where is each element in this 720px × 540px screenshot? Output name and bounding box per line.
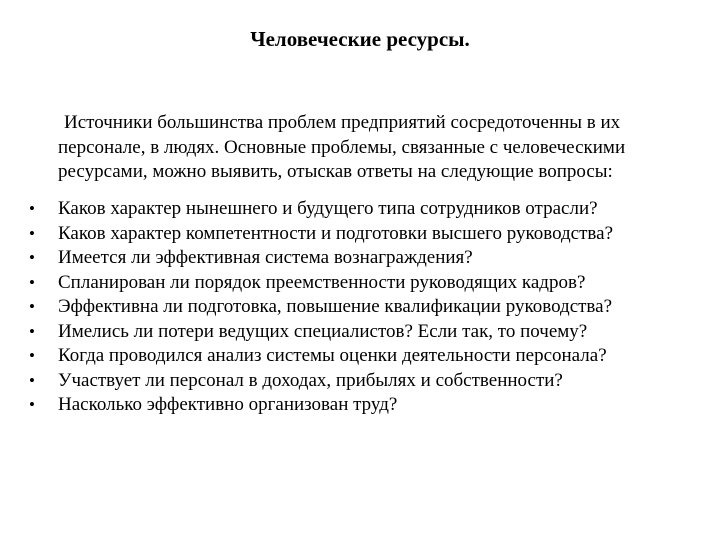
question-text: Каков характер компетентности и подготовки высшего руководства?: [58, 222, 614, 244]
intro-paragraph: Источники большинства проблем предприятий сосредоточенны в их персонале, в людях. Основные проблемы, связанные с человеческими ресурсами, можно выявить, отыскав ответы на следующие вопросы:: [58, 112, 626, 182]
question-text: Спланирован ли порядок преемственности руководящих кадров?: [58, 271, 586, 293]
list-item: [26, 369, 716, 394]
slide-title: Человеческие ресурсы.: [250, 27, 470, 51]
question-text: Имелись ли потери ведущих специалистов? Если так, то почему?: [58, 320, 588, 342]
bullet-icon: •: [29, 248, 35, 267]
question-text: Эффективна ли подготовка, повышение квалификации руководства?: [58, 296, 613, 317]
bullet-icon: •: [29, 272, 35, 292]
bullet-icon: •: [29, 223, 35, 243]
list-item: [26, 344, 716, 369]
list-item: [26, 197, 716, 222]
list-item: [26, 295, 716, 320]
bullet-icon: •: [29, 395, 35, 414]
bullet-icon: •: [29, 199, 35, 218]
list-item: [26, 246, 716, 271]
list-item: [26, 320, 716, 345]
list-item: [26, 222, 716, 247]
bullet-icon: •: [29, 346, 35, 365]
list-item: [26, 393, 716, 418]
bullet-icon: •: [29, 321, 35, 341]
bullet-icon: •: [29, 370, 35, 390]
bullet-icon: •: [29, 297, 35, 316]
question-text: Каков характер нынешнего и будущего типа сотрудников отрасли?: [58, 198, 598, 219]
question-text: Когда проводился анализ системы оценки деятельности персонала?: [58, 345, 607, 366]
list-item: [26, 271, 716, 296]
question-text: Имеется ли эффективная система вознаграждения?: [58, 247, 473, 268]
question-list: [26, 197, 716, 418]
question-text: Насколько эффективно организован труд?: [58, 394, 398, 415]
question-text: Участвует ли персонал в доходах, прибылях и собственности?: [58, 369, 563, 391]
